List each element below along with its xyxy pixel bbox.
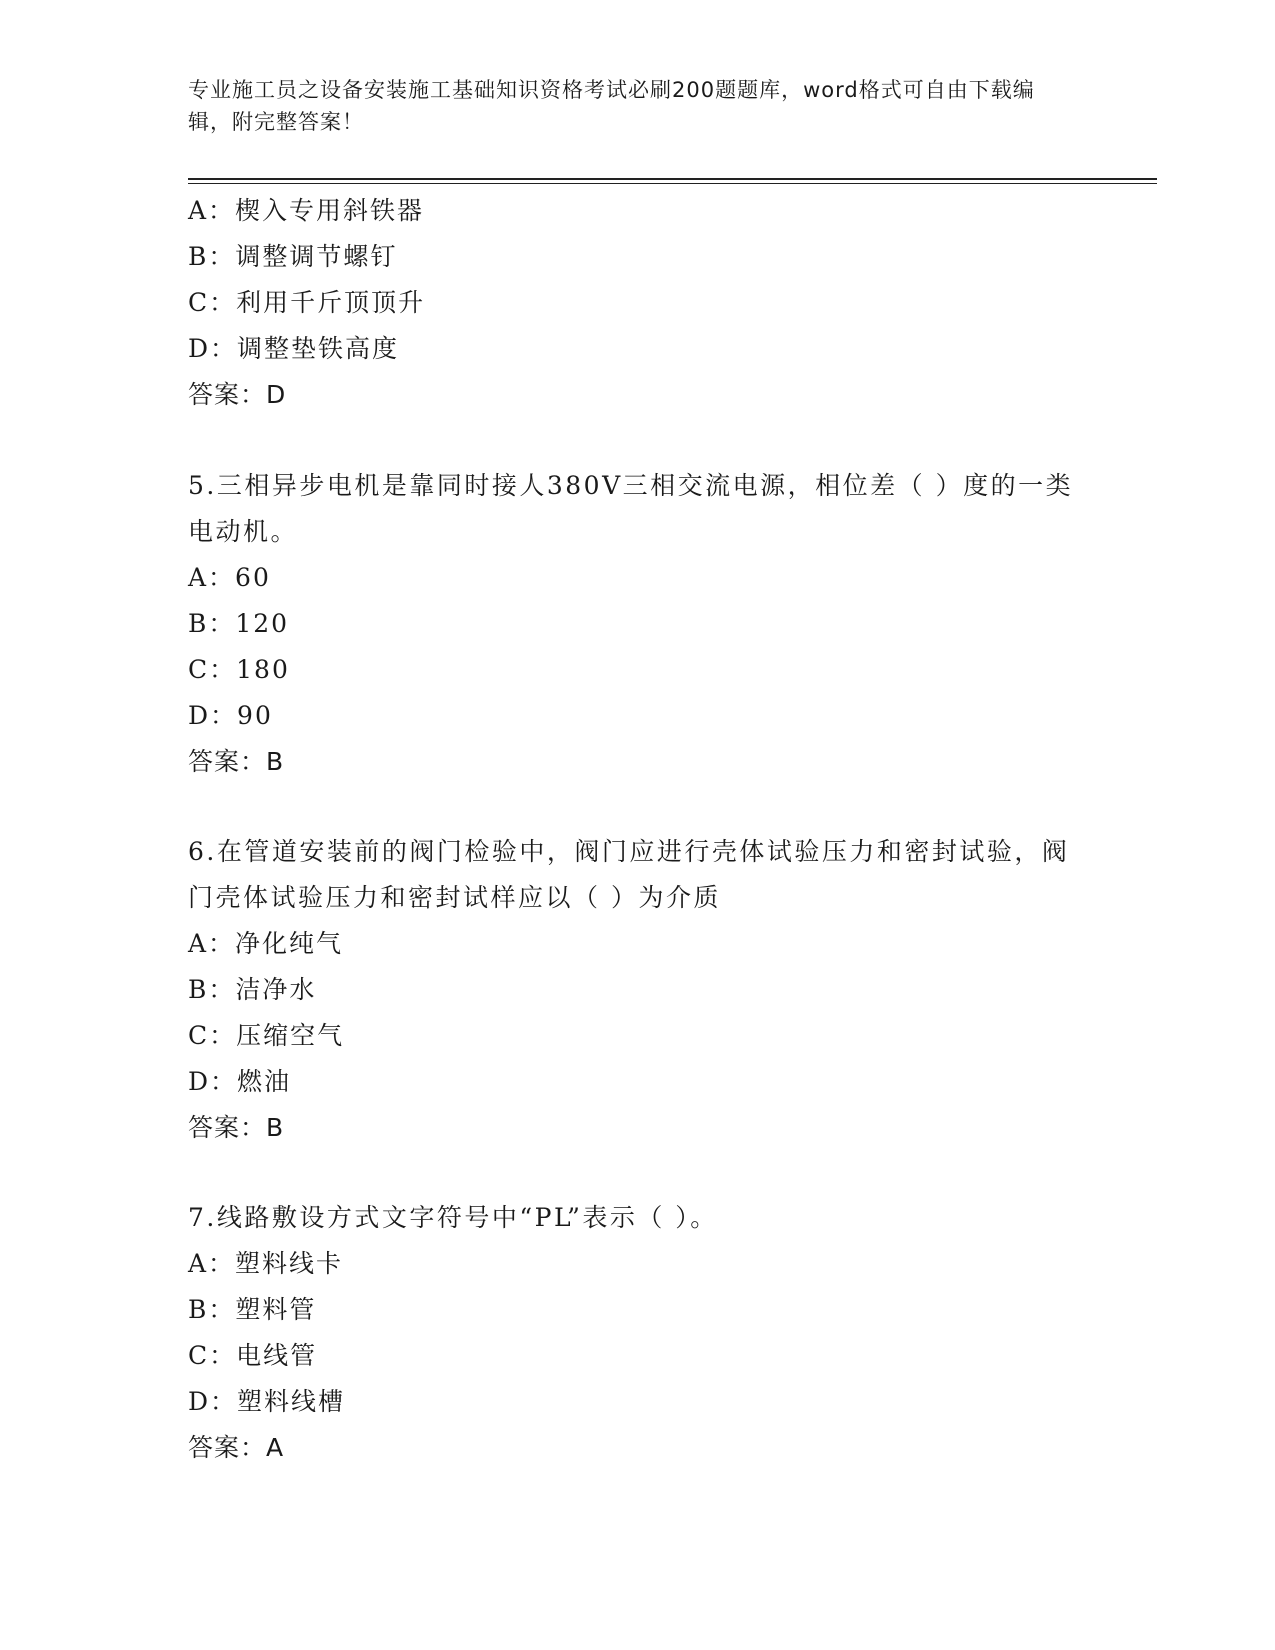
option-c: C：利用千斤顶顶升 xyxy=(188,288,426,317)
option-c: C：压缩空气 xyxy=(188,1021,345,1050)
option-c: C：180 xyxy=(188,655,290,684)
question-text: 5.三相异步电机是靠同时接人380V三相交流电源，相位差（ ）度的一类电动机。 xyxy=(188,471,1074,546)
header-rule-thin xyxy=(188,183,1157,184)
option-a: A：净化纯气 xyxy=(188,929,344,958)
question-4-block xyxy=(188,188,1088,418)
option-a: A：楔入专用斜铁器 xyxy=(188,196,425,225)
answer-line: 答案：B xyxy=(188,747,285,776)
option-a: A：60 xyxy=(188,563,271,592)
option-c: C：电线管 xyxy=(188,1341,318,1370)
option-b: B：塑料管 xyxy=(188,1295,317,1324)
answer-line: 答案：A xyxy=(188,1433,285,1462)
question-5-block xyxy=(188,463,1088,785)
answer-line: 答案：D xyxy=(188,380,287,409)
question-7-block xyxy=(188,1195,1088,1471)
option-d: D：90 xyxy=(188,701,273,730)
question-text: 7.线路敷设方式文字符号中“PL”表示（ ）。 xyxy=(188,1203,718,1232)
question-list xyxy=(188,188,1088,1471)
option-d: D：燃油 xyxy=(188,1067,292,1096)
question-6-block xyxy=(188,829,1088,1151)
option-a: A：塑料线卡 xyxy=(188,1249,344,1278)
option-b: B：120 xyxy=(188,609,290,638)
option-b: B：调整调节螺钉 xyxy=(188,242,398,271)
option-d: D：调整垫铁高度 xyxy=(188,334,400,363)
document-header: 专业施工员之设备安装施工基础知识资格考试必刷200题题库，word格式可自由下载编辑，附完整答案！ xyxy=(188,78,1035,134)
option-b: B：洁净水 xyxy=(188,975,317,1004)
answer-line: 答案：B xyxy=(188,1113,285,1142)
question-text: 6.在管道安装前的阀门检验中，阀门应进行壳体试验压力和密封试验，阀门壳体试验压力和密封试样应以（ ）为介质 xyxy=(188,837,1070,912)
option-d: D：塑料线槽 xyxy=(188,1387,346,1416)
header-rule-thick xyxy=(188,178,1157,180)
